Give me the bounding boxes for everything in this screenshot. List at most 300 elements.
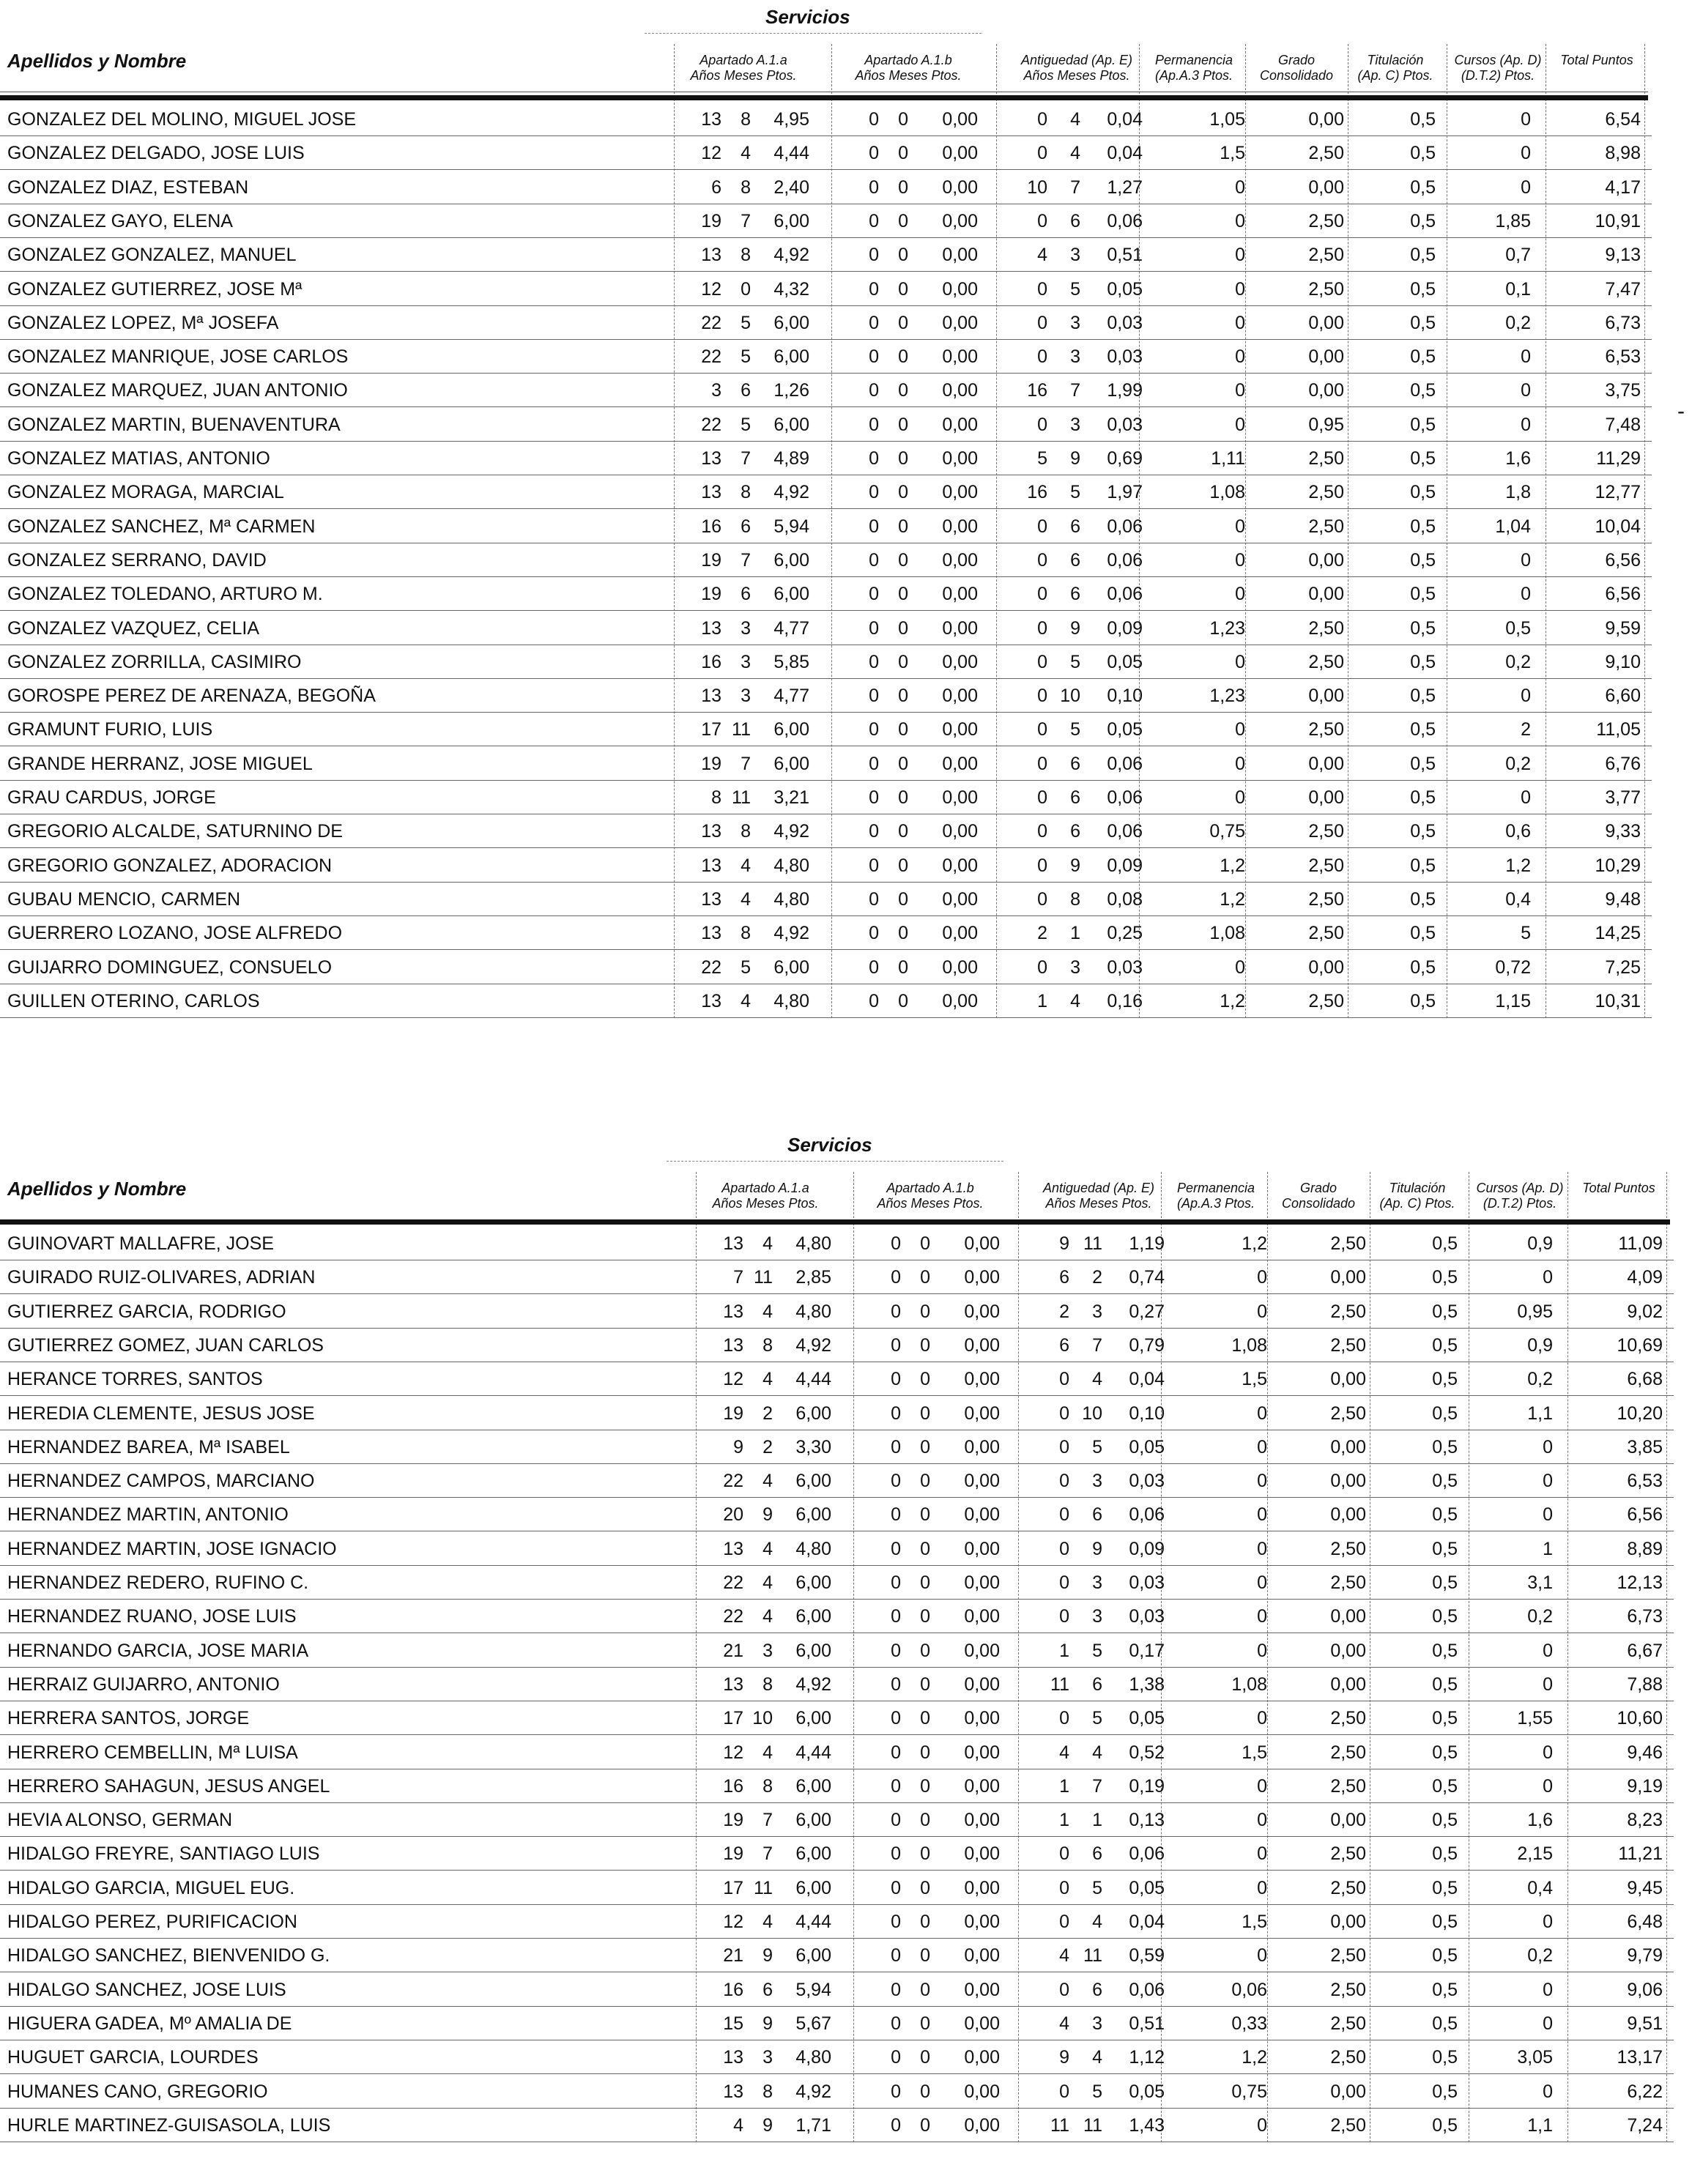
a1a-ptos-value: 1,26	[773, 380, 809, 401]
table-row	[0, 204, 1652, 238]
a1b-ptos-value: 0,00	[964, 1436, 1000, 1457]
table-row	[0, 1973, 1674, 2007]
antig-anos-value: 0	[1037, 278, 1047, 300]
person-name: HERRAIZ GUIJARRO, ANTONIO	[7, 1674, 280, 1695]
a1b-meses-value: 0	[898, 753, 908, 774]
antig-ptos-value: 0,04	[1107, 109, 1143, 130]
a1a-anos-value: 13	[701, 686, 721, 707]
cursos-value: 0,6	[1505, 821, 1531, 842]
person-name: HIDALGO FREYRE, SANTIAGO LUIS	[7, 1843, 320, 1865]
a1b-meses-value: 0	[920, 1843, 930, 1865]
a1b-meses-value: 0	[898, 821, 908, 842]
grado-value: 2,50	[1330, 1708, 1366, 1729]
total-value: 10,29	[1595, 855, 1641, 876]
a1a-ptos-value: 4,80	[773, 855, 809, 876]
table-row	[0, 951, 1652, 984]
a1b-anos-value: 0	[891, 1572, 901, 1593]
antig-ptos-value: 1,19	[1129, 1233, 1165, 1254]
a1b-meses-value: 0	[898, 888, 908, 910]
table-row	[0, 2109, 1674, 2142]
a1a-anos-value: 19	[701, 753, 721, 774]
permanencia-value: 0	[1257, 1810, 1267, 1831]
titulacion-value: 0,5	[1432, 1742, 1458, 1763]
titulacion-value: 0,5	[1432, 1810, 1458, 1831]
a1a-anos-value: 16	[701, 651, 721, 672]
antig-meses-value: 10	[1082, 1403, 1102, 1424]
person-name: GUINOVART MALLAFRE, JOSE	[7, 1233, 274, 1254]
a1b-ptos-value: 0,00	[942, 821, 978, 842]
a1a-meses-value: 7	[741, 210, 751, 231]
a1a-ptos-value: 6,00	[795, 1403, 831, 1424]
a1b-anos-value: 0	[869, 686, 879, 707]
a1b-meses-value: 0	[920, 1504, 930, 1526]
a1b-meses-value: 0	[898, 312, 908, 333]
cursos-value: 2	[1521, 719, 1531, 740]
person-name: HIDALGO SANCHEZ, JOSE LUIS	[7, 1979, 286, 2000]
total-value: 6,22	[1627, 2081, 1663, 2102]
a1a-anos-value: 12	[723, 1369, 743, 1390]
table-row	[0, 1668, 1674, 1701]
titulacion-value: 0,5	[1410, 278, 1436, 300]
person-name: GOROSPE PEREZ DE ARENAZA, BEGOÑA	[7, 686, 376, 707]
grado-value: 2,50	[1308, 482, 1344, 503]
header-thick-rule	[0, 1219, 1670, 1225]
table-row	[0, 442, 1652, 475]
perm-header-line2: (Ap.A.3 Ptos.	[1176, 1196, 1255, 1211]
grado-value: 2,50	[1330, 2013, 1366, 2034]
total-value: 6,73	[1605, 312, 1641, 333]
a1a-anos-value: 13	[723, 1538, 743, 1559]
a1a-meses-value: 3	[762, 2047, 773, 2068]
person-name: GONZALEZ SANCHEZ, Mª CARMEN	[7, 516, 316, 537]
a1a-anos-value: 7	[733, 1267, 743, 1288]
antig-anos-value: 9	[1059, 2047, 1069, 2068]
titulacion-value: 0,5	[1432, 1912, 1458, 1932]
a1b-anos-value: 0	[869, 549, 879, 571]
a1a-meses-value: 8	[741, 245, 751, 266]
titulacion-value: 0,5	[1432, 1775, 1458, 1797]
cursos-value: 0	[1543, 1504, 1553, 1526]
total-value: 13,17	[1617, 2047, 1663, 2068]
antig-anos-value: 10	[1027, 177, 1047, 198]
a1a-meses-value: 9	[762, 2013, 773, 2034]
a1b-ptos-value: 0,00	[964, 2013, 1000, 2034]
a1b-anos-value: 0	[869, 923, 879, 944]
antig-anos-value: 0	[1037, 109, 1047, 130]
a1a-ptos-value: 4,95	[773, 109, 809, 130]
a1a-meses-value: 4	[762, 1471, 773, 1492]
titulacion-value: 0,5	[1432, 1436, 1458, 1457]
a1b-meses-value: 0	[898, 516, 908, 537]
titulacion-value: 0,5	[1410, 957, 1436, 978]
table-row	[0, 475, 1652, 509]
a1b-ptos-value: 0,00	[964, 2081, 1000, 2102]
a1a-header	[685, 53, 802, 83]
permanencia-value: 1,5	[1242, 1912, 1267, 1932]
antig-ptos-value: 0,03	[1129, 1572, 1165, 1593]
a1b-ptos-value: 0,00	[964, 1233, 1000, 1254]
a1b-anos-value: 0	[891, 1334, 901, 1356]
a1b-ptos-value: 0,00	[964, 1606, 1000, 1627]
antig-anos-value: 0	[1059, 1538, 1069, 1559]
permanencia-value: 0,33	[1231, 2013, 1267, 2034]
a1a-ptos-value: 6,00	[773, 210, 809, 231]
antig-anos-value: 0	[1037, 617, 1047, 639]
a1a-anos-value: 12	[701, 143, 721, 164]
titulacion-value: 0,5	[1410, 245, 1436, 266]
total-value: 9,19	[1627, 1775, 1663, 1797]
antig-ptos-value: 0,06	[1107, 516, 1143, 537]
antig-meses-value: 6	[1070, 549, 1080, 571]
a1b-ptos-value: 0,00	[964, 1572, 1000, 1593]
antig-header-line2: Años Meses Ptos.	[1045, 1196, 1152, 1211]
a1b-meses-value: 0	[920, 1334, 930, 1356]
a1a-ptos-value: 4,80	[795, 1233, 831, 1254]
antig-ptos-value: 1,27	[1107, 177, 1143, 198]
cursos-value: 1,55	[1517, 1708, 1553, 1729]
a1b-ptos-value: 0,00	[964, 1843, 1000, 1865]
total-value: 6,56	[1605, 549, 1641, 571]
antig-meses-value: 4	[1070, 990, 1080, 1011]
total-value: 6,56	[1605, 584, 1641, 605]
person-name: HERNANDEZ REDERO, RUFINO C.	[7, 1572, 309, 1593]
antig-anos-value: 0	[1037, 957, 1047, 978]
a1b-anos-value: 0	[869, 482, 879, 503]
grado-value: 0,00	[1308, 584, 1344, 605]
table-row	[0, 272, 1652, 306]
a1a-meses-value: 4	[762, 1233, 773, 1254]
a1b-anos-value: 0	[891, 1640, 901, 1661]
permanencia-value: 0	[1235, 753, 1245, 774]
a1a-ptos-value: 6,00	[773, 346, 809, 368]
antig-meses-value: 6	[1092, 1504, 1102, 1526]
antig-ptos-value: 0,25	[1107, 923, 1143, 944]
grado-value: 2,50	[1308, 923, 1344, 944]
grado-header-line2: Consolidado	[1259, 68, 1334, 83]
a1b-meses-value: 0	[898, 448, 908, 469]
antig-meses-value: 9	[1092, 1538, 1102, 1559]
a1a-meses-value: 11	[732, 719, 751, 740]
antig-anos-value: 0	[1037, 584, 1047, 605]
a1a-anos-value: 13	[701, 821, 721, 842]
antig-meses-value: 7	[1070, 380, 1080, 401]
antig-anos-value: 0	[1059, 1436, 1069, 1457]
permanencia-value: 0	[1235, 787, 1245, 808]
permanencia-value: 0	[1235, 516, 1245, 537]
antig-ptos-value: 0,09	[1107, 617, 1143, 639]
total-value: 3,77	[1605, 787, 1641, 808]
antig-anos-value: 0	[1037, 651, 1047, 672]
titulacion-value: 0,5	[1432, 1708, 1458, 1729]
grado-value: 2,50	[1330, 2047, 1366, 2068]
servicios-rule	[667, 1161, 1003, 1162]
a1a-anos-value: 19	[723, 1810, 743, 1831]
person-name: GUTIERREZ GARCIA, RODRIGO	[7, 1301, 286, 1322]
antig-header-line1: Antiguedad (Ap. E)	[1042, 1181, 1155, 1195]
a1a-meses-value: 8	[762, 1674, 773, 1695]
table-row	[0, 1837, 1674, 1871]
cursos-value: 0,5	[1505, 617, 1531, 639]
a1a-anos-value: 13	[701, 245, 721, 266]
person-name: GONZALEZ GUTIERREZ, JOSE Mª	[7, 278, 303, 300]
grado-value: 2,50	[1330, 1877, 1366, 1898]
a1a-ptos-value: 3,21	[773, 787, 809, 808]
table-row	[0, 645, 1652, 679]
cursos-value: 0	[1521, 143, 1531, 164]
antig-ptos-value: 0,09	[1107, 855, 1143, 876]
cursos-value: 0	[1543, 1979, 1553, 2000]
antig-anos-value: 6	[1059, 1334, 1069, 1356]
servicios-title: Servicios	[787, 1134, 872, 1156]
grado-value: 0,00	[1330, 1810, 1366, 1831]
grado-value: 2,50	[1308, 990, 1344, 1011]
a1b-meses-value: 0	[898, 109, 908, 130]
table-row	[0, 2007, 1674, 2040]
a1a-meses-value: 6	[741, 380, 751, 401]
cursos-value: 0,2	[1527, 1945, 1553, 1966]
permanencia-value: 0	[1235, 549, 1245, 571]
antig-meses-value: 5	[1092, 2081, 1102, 2102]
grado-value: 0,00	[1308, 787, 1344, 808]
cursos-value: 1,2	[1505, 855, 1531, 876]
antig-meses-value: 2	[1092, 1267, 1102, 1288]
table-row	[0, 1803, 1674, 1837]
titulacion-value: 0,5	[1432, 1267, 1458, 1288]
a1a-ptos-value: 4,80	[795, 1538, 831, 1559]
a1b-ptos-value: 0,00	[964, 2047, 1000, 2068]
a1a-meses-value: 2	[762, 1436, 773, 1457]
tit-header	[1359, 1181, 1476, 1211]
permanencia-value: 0	[1257, 1708, 1267, 1729]
total-value: 6,76	[1605, 753, 1641, 774]
person-name: GUBAU MENCIO, CARMEN	[7, 888, 241, 910]
antig-anos-value: 16	[1027, 380, 1047, 401]
permanencia-value: 1,23	[1209, 617, 1245, 639]
antig-meses-value: 9	[1070, 448, 1080, 469]
total-value: 8,89	[1627, 1538, 1663, 1559]
antig-anos-value: 1	[1037, 990, 1047, 1011]
a1b-anos-value: 0	[869, 346, 879, 368]
permanencia-value: 1,08	[1209, 923, 1245, 944]
a1a-anos-value: 13	[723, 1301, 743, 1322]
a1b-anos-value: 0	[891, 1403, 901, 1424]
a1b-meses-value: 0	[898, 787, 908, 808]
a1b-anos-value: 0	[869, 821, 879, 842]
titulacion-value: 0,5	[1410, 143, 1436, 164]
a1a-ptos-value: 6,00	[795, 1606, 831, 1627]
a1a-anos-value: 21	[723, 1945, 743, 1966]
permanencia-value: 0,75	[1231, 2081, 1267, 2102]
permanencia-value: 0	[1257, 1606, 1267, 1627]
a1b-meses-value: 0	[920, 2013, 930, 2034]
a1a-anos-value: 8	[711, 787, 721, 808]
a1b-ptos-value: 0,00	[942, 278, 978, 300]
a1b-meses-value: 0	[898, 278, 908, 300]
a1b-anos-value: 0	[891, 1301, 901, 1322]
a1a-meses-value: 7	[741, 549, 751, 571]
total-value: 7,24	[1627, 2114, 1663, 2136]
a1a-ptos-value: 2,85	[795, 1267, 831, 1288]
a1a-meses-value: 3	[741, 686, 751, 707]
antig-meses-value: 11	[1083, 1233, 1102, 1254]
person-name: HERRERO SAHAGUN, JESUS ANGEL	[7, 1775, 330, 1797]
cursos-value: 0	[1543, 2013, 1553, 2034]
grado-value: 2,50	[1330, 1742, 1366, 1763]
cursos-value: 1,8	[1505, 482, 1531, 503]
permanencia-value: 0	[1235, 380, 1245, 401]
a1a-ptos-value: 5,94	[795, 1979, 831, 2000]
a1a-meses-value: 4	[762, 1742, 773, 1763]
a1b-header-line2: Años Meses Ptos.	[877, 1196, 984, 1211]
table-row	[0, 1871, 1674, 1905]
a1b-ptos-value: 0,00	[942, 719, 978, 740]
antig-anos-value: 0	[1059, 2081, 1069, 2102]
a1a-anos-value: 3	[711, 380, 721, 401]
perm-header	[1135, 53, 1253, 83]
titulacion-value: 0,5	[1410, 753, 1436, 774]
a1b-anos-value: 0	[869, 245, 879, 266]
a1b-anos-value: 0	[891, 1369, 901, 1390]
cursos-header-line1: Cursos (Ap. D)	[1476, 1181, 1564, 1195]
a1a-meses-value: 6	[741, 516, 751, 537]
a1b-ptos-value: 0,00	[964, 1301, 1000, 1322]
grado-value: 2,50	[1308, 448, 1344, 469]
cursos-value: 0,4	[1505, 888, 1531, 910]
antig-ptos-value: 0,06	[1107, 821, 1143, 842]
cursos-value: 0,1	[1505, 278, 1531, 300]
a1a-ptos-value: 4,89	[773, 448, 809, 469]
antig-anos-value: 0	[1037, 516, 1047, 537]
a1a-anos-value: 13	[723, 1674, 743, 1695]
person-name: HEREDIA CLEMENTE, JESUS JOSE	[7, 1403, 315, 1424]
total-value: 14,25	[1595, 923, 1641, 944]
a1a-anos-value: 16	[723, 1775, 743, 1797]
a1b-ptos-value: 0,00	[964, 1504, 1000, 1526]
a1b-meses-value: 0	[920, 1606, 930, 1627]
antig-ptos-value: 0,05	[1107, 719, 1143, 740]
antig-meses-value: 5	[1092, 1640, 1102, 1661]
table-row	[0, 1566, 1674, 1600]
antig-ptos-value: 0,05	[1129, 1708, 1165, 1729]
a1a-header	[707, 1181, 824, 1211]
table-row	[0, 1329, 1674, 1362]
grado-value: 0,00	[1330, 1471, 1366, 1492]
a1a-meses-value: 4	[762, 1369, 773, 1390]
titulacion-value: 0,5	[1432, 1843, 1458, 1865]
antig-ptos-value: 0,69	[1107, 448, 1143, 469]
a1b-anos-value: 0	[891, 2114, 901, 2136]
grado-value: 2,50	[1330, 1979, 1366, 2000]
cursos-value: 0,2	[1505, 753, 1531, 774]
antig-anos-value: 0	[1059, 1369, 1069, 1390]
a1a-ptos-value: 5,94	[773, 516, 809, 537]
titulacion-value: 0,5	[1410, 414, 1436, 435]
permanencia-value: 1,08	[1231, 1674, 1267, 1695]
antig-meses-value: 11	[1083, 1945, 1102, 1966]
antig-anos-value: 1	[1059, 1775, 1069, 1797]
a1a-anos-value: 13	[723, 2081, 743, 2102]
cursos-value: 1,04	[1495, 516, 1531, 537]
antig-meses-value: 6	[1092, 1674, 1102, 1695]
a1a-meses-value: 7	[762, 1810, 773, 1831]
cursos-value: 0	[1543, 1640, 1553, 1661]
a1b-ptos-value: 0,00	[942, 651, 978, 672]
permanencia-value: 0	[1235, 957, 1245, 978]
titulacion-value: 0,5	[1410, 787, 1436, 808]
total-value: 11,05	[1596, 719, 1641, 740]
antig-anos-value: 0	[1037, 686, 1047, 707]
a1a-ptos-value: 4,44	[773, 143, 809, 164]
a1b-meses-value: 0	[898, 990, 908, 1011]
titulacion-value: 0,5	[1432, 1369, 1458, 1390]
antig-ptos-value: 0,05	[1107, 651, 1143, 672]
table-row	[0, 577, 1652, 611]
table-row	[0, 849, 1652, 883]
total-value: 6,73	[1627, 1606, 1663, 1627]
antig-anos-value: 4	[1059, 1742, 1069, 1763]
a1a-anos-value: 22	[701, 414, 721, 435]
titulacion-value: 0,5	[1432, 1301, 1458, 1322]
a1b-ptos-value: 0,00	[964, 1742, 1000, 1763]
antig-meses-value: 5	[1092, 1708, 1102, 1729]
total-value: 6,68	[1627, 1369, 1663, 1390]
table-row	[0, 340, 1652, 374]
a1b-meses-value: 0	[898, 686, 908, 707]
titulacion-value: 0,5	[1410, 855, 1436, 876]
total-value: 9,79	[1627, 1945, 1663, 1966]
antig-anos-value: 2	[1059, 1301, 1069, 1322]
total-value: 7,47	[1605, 278, 1641, 300]
titulacion-value: 0,5	[1410, 380, 1436, 401]
person-name: GONZALEZ GAYO, ELENA	[7, 210, 233, 231]
a1b-ptos-value: 0,00	[942, 482, 978, 503]
cursos-value: 1,15	[1495, 990, 1531, 1011]
a1a-meses-value: 4	[741, 888, 751, 910]
antig-ptos-value: 0,52	[1129, 1742, 1165, 1763]
grado-value: 2,50	[1308, 651, 1344, 672]
antig-ptos-value: 0,16	[1107, 990, 1143, 1011]
a1b-ptos-value: 0,00	[964, 1369, 1000, 1390]
grado-value: 2,50	[1308, 245, 1344, 266]
a1b-anos-value: 0	[869, 516, 879, 537]
person-name: HERNANDEZ BAREA, Mª ISABEL	[7, 1436, 290, 1457]
titulacion-value: 0,5	[1410, 888, 1436, 910]
total-value: 10,04	[1595, 516, 1641, 537]
permanencia-value: 1,08	[1231, 1334, 1267, 1356]
a1a-anos-value: 19	[723, 1403, 743, 1424]
a1a-meses-value: 9	[762, 1504, 773, 1526]
antig-ptos-value: 0,51	[1107, 245, 1143, 266]
antig-ptos-value: 0,79	[1129, 1334, 1165, 1356]
a1b-ptos-value: 0,00	[964, 1471, 1000, 1492]
grado-value: 2,50	[1330, 1538, 1366, 1559]
a1a-ptos-value: 4,44	[795, 1369, 831, 1390]
titulacion-value: 0,5	[1432, 2047, 1458, 2068]
grado-value: 0,00	[1308, 346, 1344, 368]
total-value: 9,51	[1627, 2013, 1663, 2034]
grado-value: 0,00	[1308, 686, 1344, 707]
a1b-anos-value: 0	[891, 1267, 901, 1288]
total-value: 10,31	[1595, 990, 1641, 1011]
antig-ptos-value: 0,06	[1107, 584, 1143, 605]
antig-ptos-value: 0,74	[1129, 1267, 1165, 1288]
a1b-anos-value: 0	[869, 584, 879, 605]
a1b-meses-value: 0	[920, 1403, 930, 1424]
titulacion-value: 0,5	[1432, 1979, 1458, 2000]
total-value: 8,23	[1627, 1810, 1663, 1831]
a1b-ptos-value: 0,00	[942, 549, 978, 571]
total-value: 8,98	[1605, 143, 1641, 164]
